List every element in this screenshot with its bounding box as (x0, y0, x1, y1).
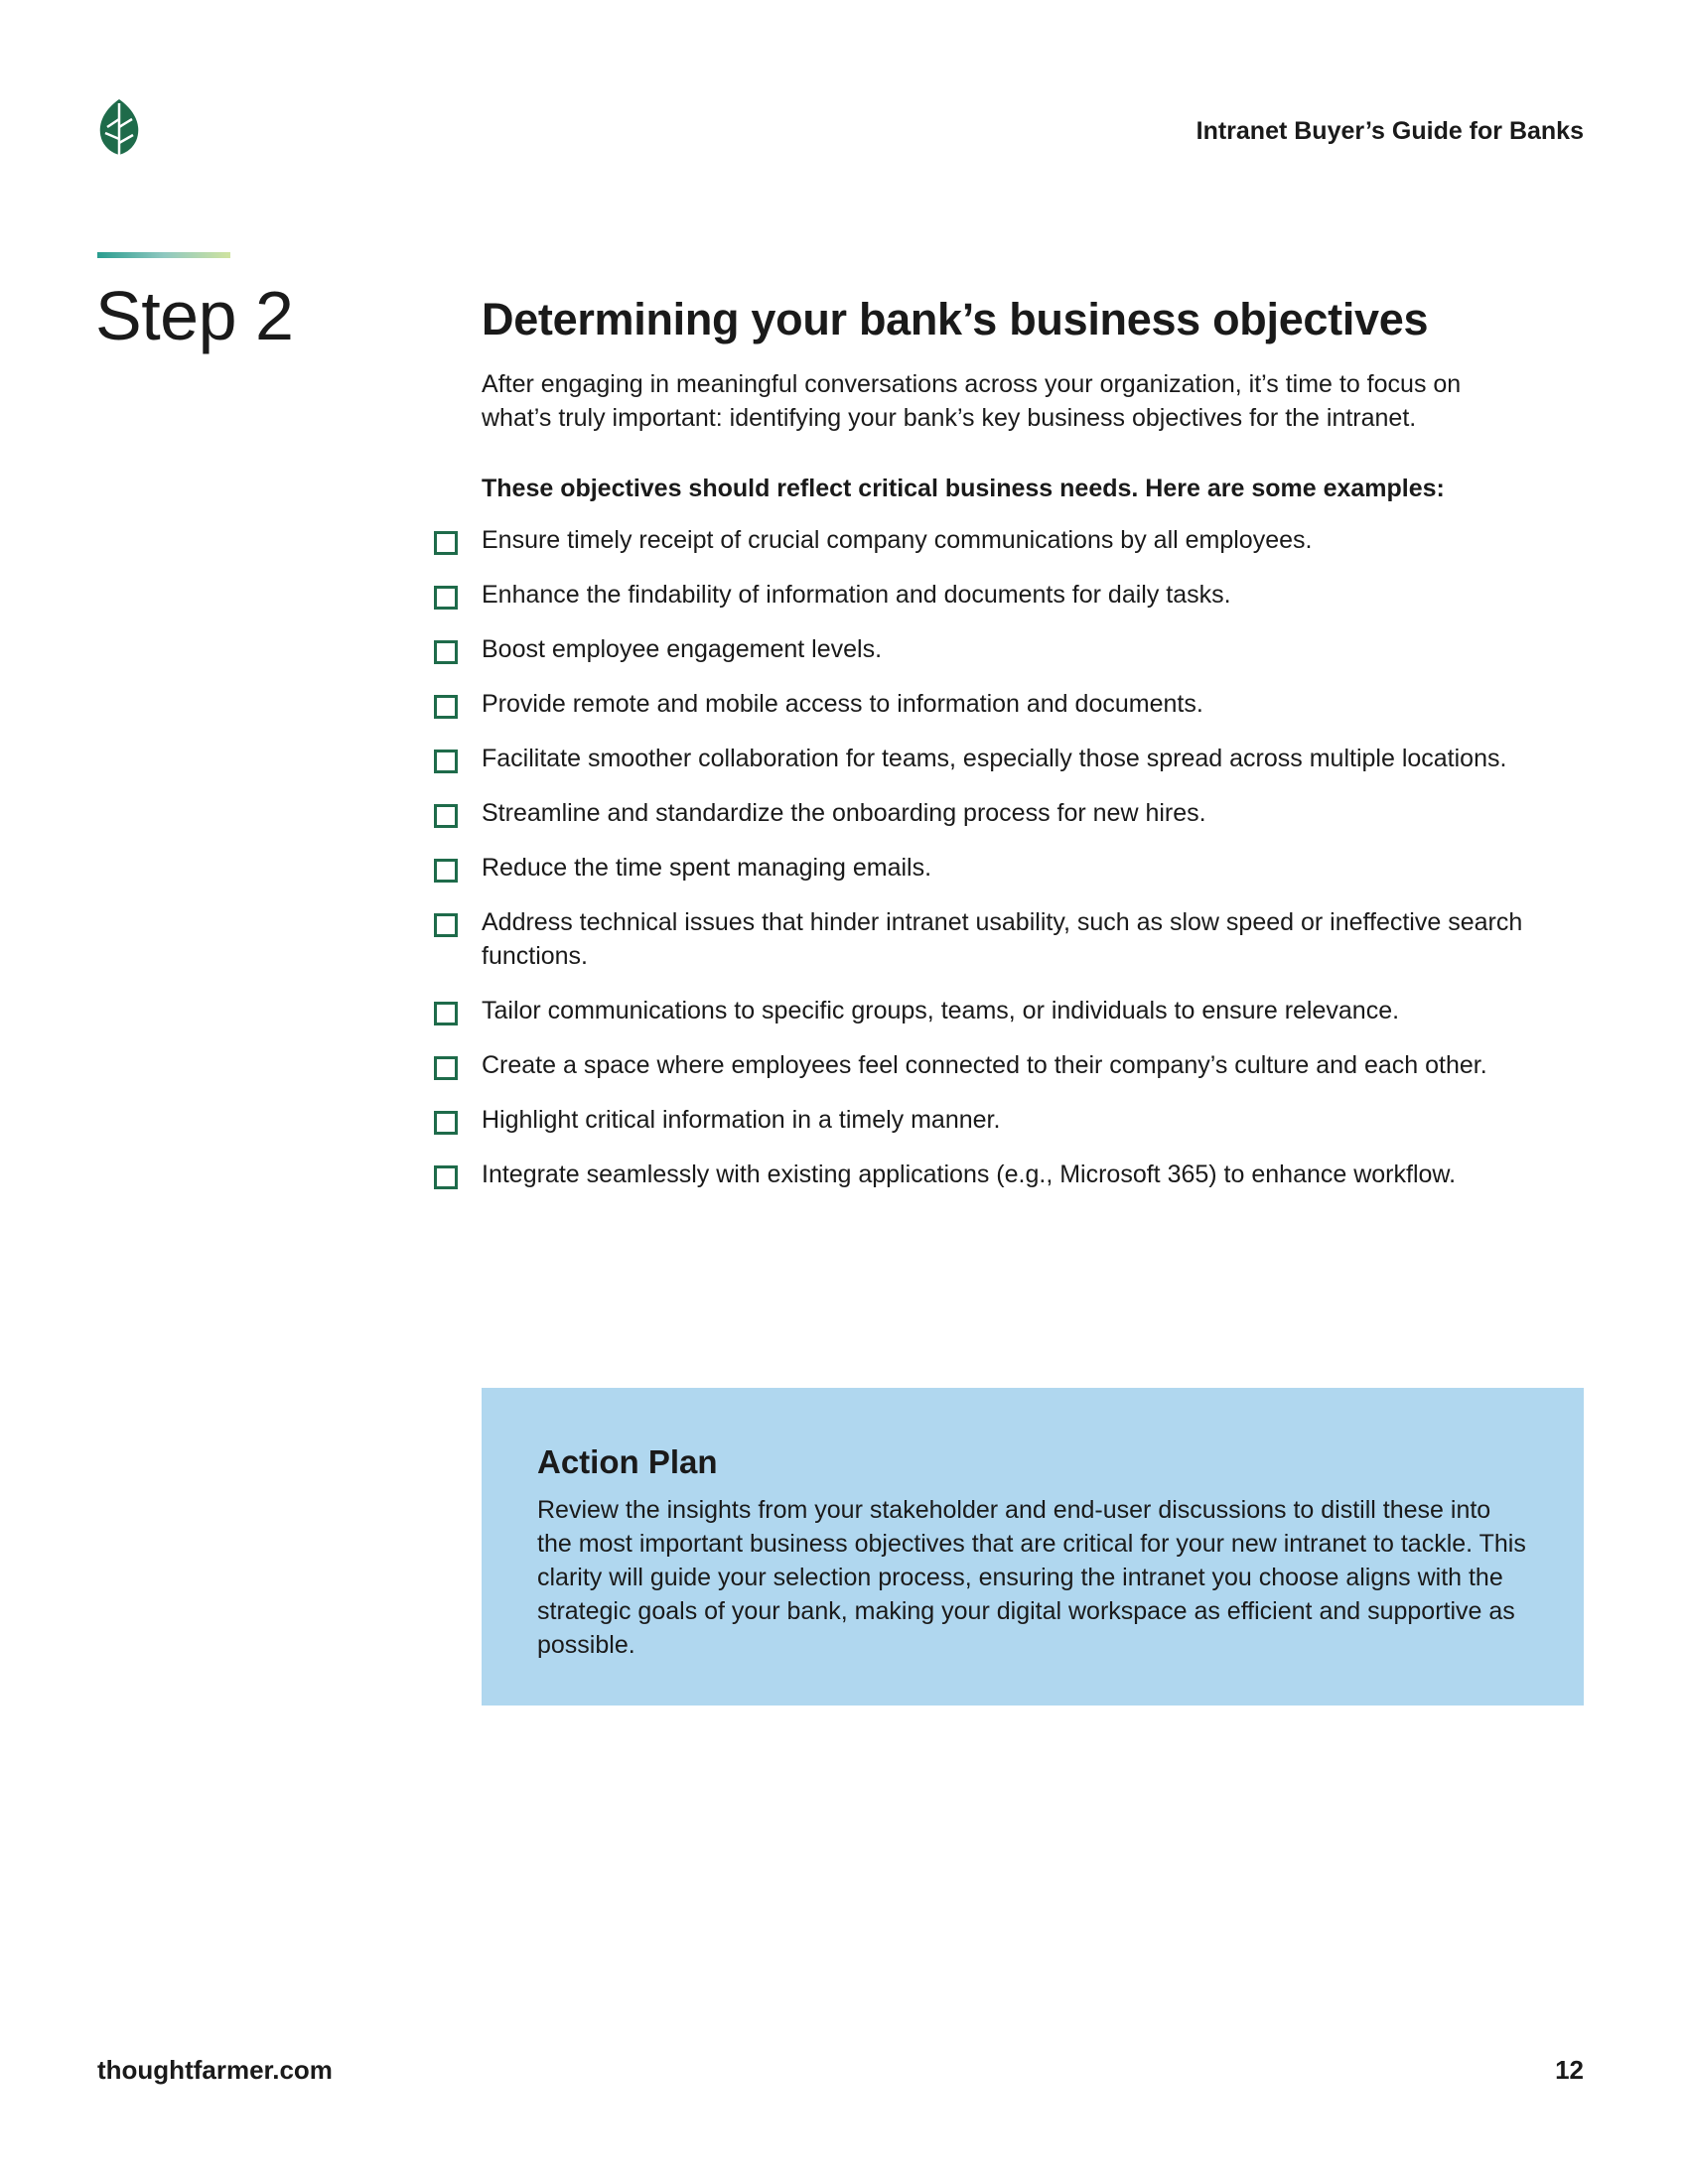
objective-text: Tailor communications to specific groups, teams, or individuals to ensure relevance. (482, 997, 1400, 1024)
objective-text: Streamline and standardize the onboarding process for new hires. (482, 799, 1206, 827)
leaf-icon (96, 97, 142, 157)
objective-item (432, 578, 1584, 612)
objective-item (432, 796, 1584, 830)
checkbox-icon[interactable] (434, 586, 458, 610)
objective-item (432, 1103, 1584, 1137)
objective-text: Boost employee engagement levels. (482, 635, 883, 663)
objective-text: Highlight critical information in a timely manner. (482, 1106, 1001, 1134)
objective-text: Enhance the findability of information and documents for daily tasks. (482, 581, 1231, 609)
objective-item (432, 523, 1584, 557)
objective-item (432, 632, 1584, 666)
checkbox-icon[interactable] (434, 859, 458, 883)
objective-item (432, 905, 1584, 973)
objective-text: Address technical issues that hinder intranet usability, such as slow speed or ineffective search functions. (482, 908, 1523, 970)
objective-text: Provide remote and mobile access to information and documents. (482, 690, 1203, 718)
objective-item (432, 851, 1584, 885)
objective-text: Ensure timely receipt of crucial company communications by all employees. (482, 526, 1313, 554)
step-divider (97, 252, 230, 258)
objective-item (432, 1048, 1584, 1082)
objective-text: Integrate seamlessly with existing applications (e.g., Microsoft 365) to enhance workflow. (482, 1160, 1457, 1188)
action-plan-title: Action Plan (537, 1443, 718, 1480)
page-number: 12 (1555, 2055, 1584, 2085)
document-title: Intranet Buyer’s Guide for Banks (1196, 117, 1584, 145)
checkbox-icon[interactable] (434, 1165, 458, 1189)
objective-item (432, 994, 1584, 1027)
objectives-checklist (432, 523, 1584, 1191)
objective-item (432, 742, 1584, 775)
checkbox-icon[interactable] (434, 1056, 458, 1080)
checkbox-icon[interactable] (434, 1111, 458, 1135)
footer-website[interactable]: thoughtfarmer.com (97, 2055, 333, 2085)
objective-item (432, 687, 1584, 721)
intro-paragraph: After engaging in meaningful conversations across your organization, it’s time to focus on what’s truly important: identifying your bank’s key business objectives for the intranet. (482, 370, 1462, 432)
checkbox-icon[interactable] (434, 640, 458, 664)
objective-text: Facilitate smoother collaboration for teams, especially those spread across multiple locations. (482, 745, 1507, 772)
checkbox-icon[interactable] (434, 1002, 458, 1025)
objective-item (432, 1158, 1584, 1191)
checkbox-icon[interactable] (434, 695, 458, 719)
checkbox-icon[interactable] (434, 913, 458, 937)
checkbox-icon[interactable] (434, 804, 458, 828)
action-plan-box (482, 1388, 1584, 1706)
main-content (482, 294, 1584, 1212)
objective-text: Create a space where employees feel connected to their company’s culture and each other. (482, 1051, 1487, 1079)
checkbox-icon[interactable] (434, 531, 458, 555)
checkbox-icon[interactable] (434, 750, 458, 773)
objective-text: Reduce the time spent managing emails. (482, 854, 932, 882)
section-heading: Determining your bank’s business objectives (482, 294, 1429, 344)
objectives-lead: These objectives should reflect critical business needs. Here are some examples: (482, 475, 1445, 502)
step-label: Step 2 (95, 277, 294, 354)
action-plan-text: Review the insights from your stakeholder and end-user discussions to distill these into the most important business objectives that are critical for your new intranet to tackle. This clarity will guide your selection process, ensuring the intranet you choose aligns with the strategic goals of your bank, making your digital workspace as efficient and supportive as possible. (537, 1496, 1526, 1659)
